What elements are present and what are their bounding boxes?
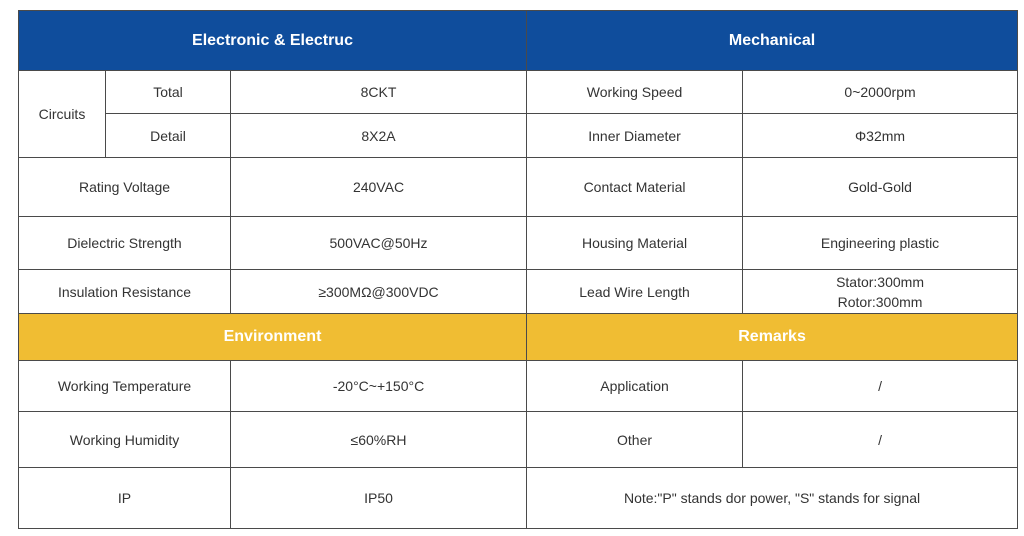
header-row-2 [19,314,1018,361]
circuits-label: Circuits [19,71,106,158]
working-temperature-label: Working Temperature [19,361,231,412]
table-row [19,158,1018,217]
lead-wire-stator: Stator:300mm [836,273,924,290]
lead-wire-rotor: Rotor:300mm [837,293,923,310]
other-label: Other [527,412,743,468]
spec-table [18,10,1018,529]
working-humidity-label: Working Humidity [19,412,231,468]
dielectric-strength-label: Dielectric Strength [19,217,231,270]
insulation-resistance-value: ≥300MΩ@300VDC [231,270,527,314]
contact-material-value: Gold-Gold [743,158,1018,217]
total-label: Total [106,71,231,114]
table-row [19,71,1018,114]
working-speed-value: 0~2000rpm [743,71,1018,114]
insulation-resistance-label: Insulation Resistance [19,270,231,314]
total-value: 8CKT [231,71,527,114]
contact-material-label: Contact Material [527,158,743,217]
detail-value: 8X2A [231,114,527,158]
table-row [19,270,1018,314]
inner-diameter-value: Φ32mm [743,114,1018,158]
remarks-header: Remarks [527,314,1018,361]
working-humidity-value: ≤60%RH [231,412,527,468]
detail-label: Detail [106,114,231,158]
housing-material-label: Housing Material [527,217,743,270]
remarks-note: Note:"P" stands dor power, "S" stands for signal [527,468,1018,529]
housing-material-value: Engineering plastic [743,217,1018,270]
application-value: / [743,361,1018,412]
table-row [19,412,1018,468]
ip-value: IP50 [231,468,527,529]
inner-diameter-label: Inner Diameter [527,114,743,158]
other-value: / [743,412,1018,468]
rating-voltage-value: 240VAC [231,158,527,217]
lead-wire-length-value [743,270,1018,314]
table-row [19,361,1018,412]
table-row [19,114,1018,158]
table-row [19,217,1018,270]
working-speed-label: Working Speed [527,71,743,114]
mechanical-header: Mechanical [527,11,1018,71]
application-label: Application [527,361,743,412]
header-row-1 [19,11,1018,71]
environment-header: Environment [19,314,527,361]
rating-voltage-label: Rating Voltage [19,158,231,217]
lead-wire-length-label: Lead Wire Length [527,270,743,314]
table-row [19,468,1018,529]
electronic-header: Electronic & Electruc [19,11,527,71]
ip-label: IP [19,468,231,529]
dielectric-strength-value: 500VAC@50Hz [231,217,527,270]
working-temperature-value: -20°C~+150°C [231,361,527,412]
